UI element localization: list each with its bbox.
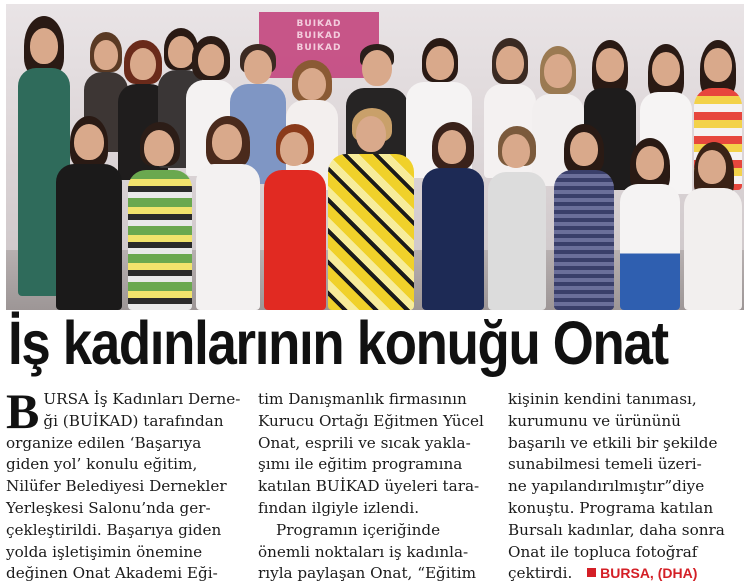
text-fragment: çektirdi. xyxy=(508,564,573,583)
text-line: fından ilgiyle izlendi. xyxy=(258,498,420,517)
text-line: Nilüfer Belediyesi Dernekler xyxy=(6,477,227,496)
text-line: değinen Onat Akademi Eği- xyxy=(6,564,218,583)
text-line: Programın içeriğinde xyxy=(276,520,441,539)
text-line: Bursalı kadınlar, daha sonra xyxy=(508,520,725,539)
person-figure xyxy=(682,142,744,310)
headline: İş kadınlarının konuğu Onat xyxy=(8,309,668,377)
person-figure xyxy=(486,126,548,310)
text-line: tim Danışmanlık firmasının xyxy=(258,390,467,408)
text-line: önemli noktaları iş kadınla- xyxy=(258,542,469,561)
text-line: kişinin kendini tanıması, xyxy=(508,390,697,408)
text-line: rıyla paylaşan Onat, “Eğitim xyxy=(258,564,477,583)
text-line: Kurucu Ortağı Eğitmen Yücel xyxy=(258,411,484,430)
dropcap: B xyxy=(6,383,40,439)
person-figure xyxy=(618,138,682,310)
text-line: kurumunu ve ürününü xyxy=(508,411,681,430)
person-figure xyxy=(324,108,418,310)
text-line-last xyxy=(508,563,744,585)
text-line: Onat ile topluca fotoğraf xyxy=(508,542,698,561)
text-line: katılan BUİKAD üyeleri tara- xyxy=(258,477,480,496)
article-column-2 xyxy=(258,389,494,585)
person-figure xyxy=(124,122,196,310)
text-line: Onat, esprili ve sıcak yakla- xyxy=(258,433,471,452)
text-line: çekleştirildi. Başarıya giden xyxy=(6,520,222,539)
article-column-3 xyxy=(508,389,744,585)
text-line: şımı ile eğitim programına xyxy=(258,455,463,474)
text-line: URSA İş Kadınları Derne- xyxy=(43,390,241,408)
text-line: organize edilen ‘Başarıya xyxy=(6,433,202,452)
article-column-1 xyxy=(6,383,244,585)
text-line: yolda işletişimin önemine xyxy=(6,542,203,561)
article-photo xyxy=(6,4,744,310)
text-line: giden yol’ konulu eğitim, xyxy=(6,455,198,474)
text-line: başarılı ve etkili bir şekilde xyxy=(508,433,718,452)
text-line: ği (BUİKAD) tarafından xyxy=(43,411,224,430)
text-line: ne yapılandırılmıştır”diye xyxy=(508,477,705,496)
banner-text: BUIKAD BUIKAD BUIKAD xyxy=(296,19,342,53)
person-figure xyxy=(52,116,126,310)
text-line: konuştu. Programa katılan xyxy=(508,498,714,517)
square-bullet-icon xyxy=(587,568,596,577)
text-line: Yerleşkesi Salonu’nda ger- xyxy=(6,498,211,517)
byline: BURSA, (DHA) xyxy=(600,565,698,582)
person-figure xyxy=(262,124,328,310)
person-figure xyxy=(192,116,264,310)
person-figure xyxy=(550,124,618,310)
text-line: sunabilmesi temeli üzeri- xyxy=(508,455,702,474)
person-figure xyxy=(418,122,488,310)
